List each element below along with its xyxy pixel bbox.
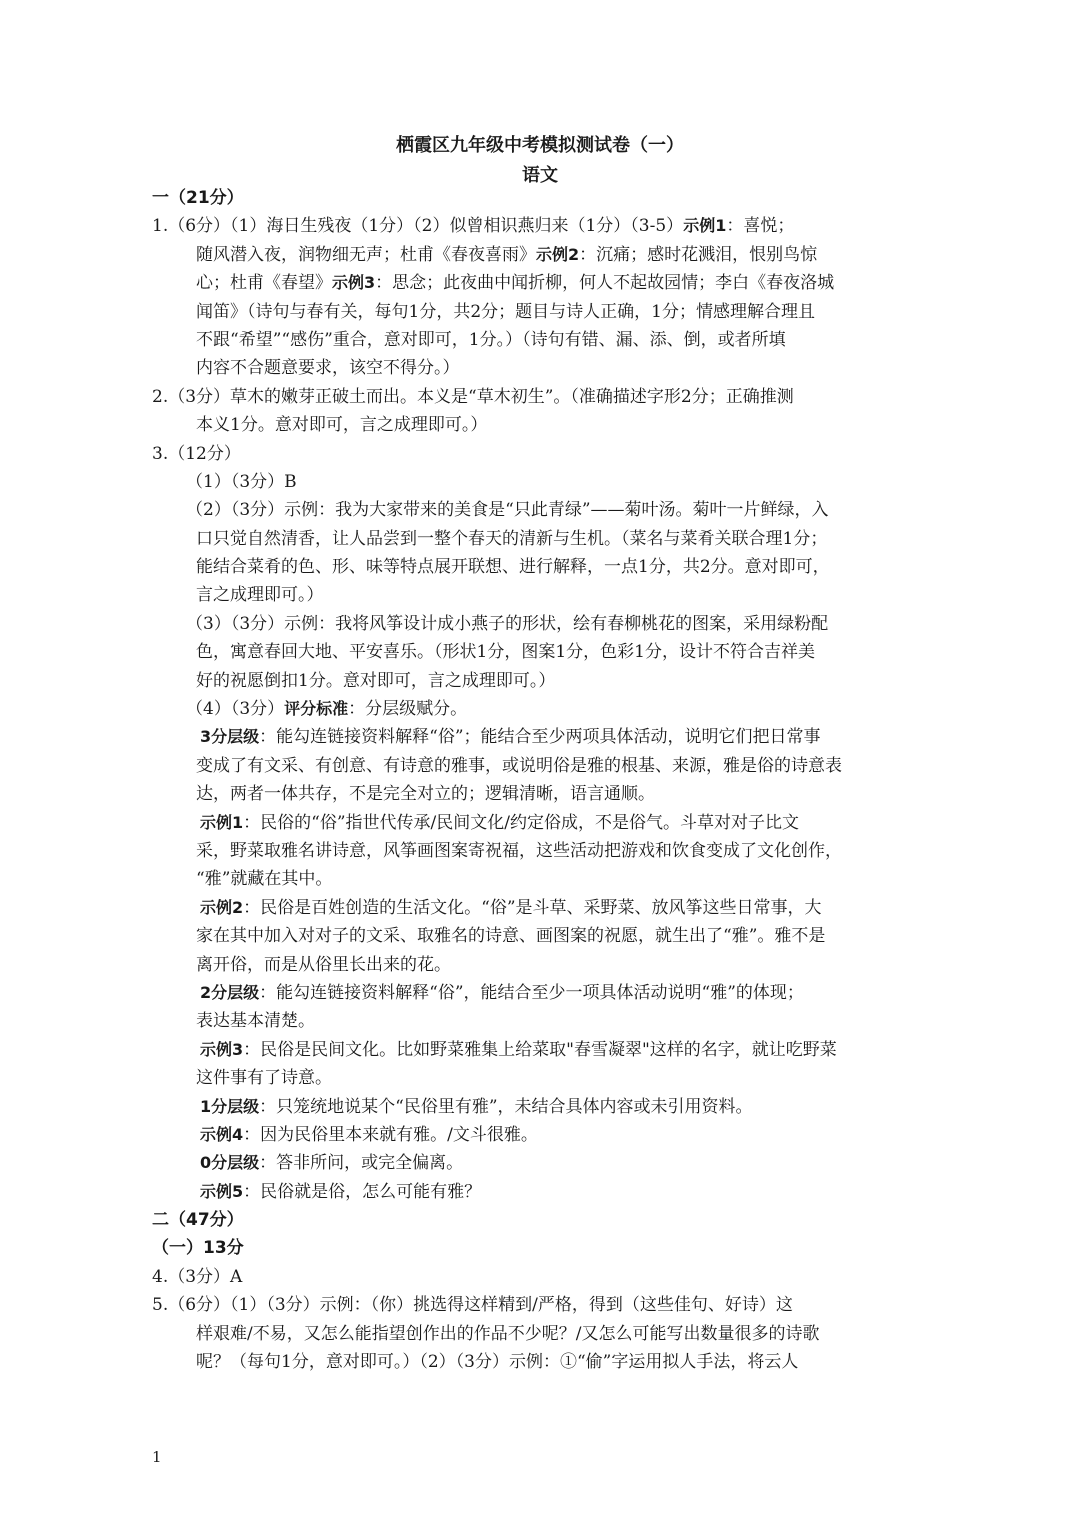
answer-line: 2分层级：能勾连链接资料解释“俗”，能结合至少一项具体活动说明“雅”的体现；	[200, 982, 804, 1003]
page-title: 栖霞区九年级中考模拟测试卷（一）	[396, 135, 684, 156]
answer-line: （2）（3分）示例：我为大家带来的美食是“只此青绿”——菊叶汤。菊叶一片鲜绿，入	[186, 500, 829, 521]
answer-line: 3.（12分）	[152, 443, 241, 464]
answer-line: “雅”就藏在其中。	[196, 869, 333, 890]
section-heading-1: 一（21分）	[152, 188, 244, 208]
section-heading-2: 二（47分）	[152, 1210, 244, 1231]
subsection-heading: （一）13分	[152, 1238, 244, 1259]
answer-line: 5.（6分）（1）（3分）示例：（你）挑选得这样精到/严格，得到（这些佳句、好诗）这	[152, 1295, 793, 1316]
answer-line: 示例2：民俗是百姓创造的生活文化。“俗”是斗草、采野菜、放风筝这些日常事，大	[200, 897, 822, 918]
answer-line: 示例3：民俗是民间文化。比如野菜雅集上给菜取"春雪凝翠"这样的名字，就让吃野菜	[200, 1039, 837, 1060]
answer-line: 这件事有了诗意。	[196, 1068, 332, 1089]
answer-line: （1）（3分）B	[186, 471, 297, 492]
answer-line: 达，两者一体共存，不是完全对立的；逻辑清晰，语言通顺。	[196, 784, 655, 805]
answer-line: 1分层级：只笼统地说某个“民俗里有雅”，未结合具体内容或未引用资料。	[200, 1096, 753, 1117]
answer-line: 家在其中加入对对子的文采、取雅名的诗意、画图案的祝愿，就生出了“雅”。雅不是	[196, 926, 826, 947]
answer-line: 闻笛》（诗句与春有关，每句1分，共2分；题目与诗人正确，1分；情感理解合理且	[196, 301, 815, 322]
answer-line: 1.（6分）（1）海日生残夜（1分）（2）似曾相识燕归来（1分）（3-5）示例1：喜悦；	[152, 216, 795, 237]
answer-line: 样艰难/不易，又怎么能指望创作出的作品不少呢？/又怎么可能写出数量很多的诗歌	[196, 1323, 820, 1344]
answer-line: 离开俗，而是从俗里长出来的花。	[196, 954, 451, 975]
answer-body	[152, 184, 932, 1376]
answer-line: 不跟“希望”“感伤”重合，意对即可，1分。）（诗句有错、漏、添、倒，或者所填	[196, 329, 786, 350]
answer-line: 表达基本清楚。	[196, 1011, 315, 1032]
answer-line: 4.（3分）A	[152, 1266, 243, 1287]
answer-line: 口只觉自然清香，让人品尝到一整个春天的清新与生机。（菜名与菜肴关联合理1分；	[196, 528, 828, 549]
answer-line: 示例5：民俗就是俗，怎么可能有雅？	[200, 1181, 482, 1202]
page-subtitle: 语文	[522, 165, 558, 186]
answer-line: 心；杜甫《春望》示例3：思念；此夜曲中闻折柳，何人不起故园情；李白《春夜洛城	[196, 273, 835, 294]
answer-line: 3分层级：能勾连链接资料解释“俗”；能结合至少两项具体活动，说明它们把日常事	[200, 727, 821, 748]
answer-line: 能结合菜肴的色、形、味等特点展开联想、进行解释，一点1分，共2分。意对即可，	[196, 557, 830, 578]
answer-line: 示例1：民俗的“俗”指世代传承/民间文化/约定俗成，不是俗气。斗草对对子比文	[200, 812, 799, 833]
answer-line: 采，野菜取雅名讲诗意，风筝画图案寄祝福，这些活动把游戏和饮食变成了文化创作，	[196, 840, 842, 861]
answer-line: 色，寓意春回大地、平安喜乐。（形状1分，图案1分，色彩1分，设计不符合吉祥美	[196, 642, 815, 663]
answer-line: 呢？（每句1分，意对即可。）（2）（3分）示例：①“偷”字运用拟人手法，将云人	[196, 1352, 799, 1373]
answer-line: （4）（3分）评分标准：分层级赋分。	[186, 699, 468, 720]
answer-line: 变成了有文采、有创意、有诗意的雅事，或说明俗是雅的根基、来源，雅是俗的诗意表	[196, 755, 842, 776]
answer-line: 示例4：因为民俗里本来就有雅。/文斗很雅。	[200, 1124, 538, 1145]
answer-line: 2.（3分）草木的嫩芽正破土而出。本义是“草木初生”。（准确描述字形2分；正确推测	[152, 386, 794, 407]
answer-line: 本义1分。意对即可，言之成理即可。）	[196, 415, 488, 436]
answer-line: （3）（3分）示例：我将风筝设计成小燕子的形状，绘有春柳桃花的图案，采用绿粉配	[186, 613, 829, 634]
page-number: 1	[152, 1448, 162, 1466]
answer-line: 0分层级：答非所问，或完全偏离。	[200, 1153, 464, 1174]
answer-line: 好的祝愿倒扣1分。意对即可，言之成理即可。）	[196, 670, 556, 691]
answer-line: 言之成理即可。）	[196, 585, 324, 606]
answer-line: 内容不合题意要求，该空不得分。）	[196, 358, 460, 379]
answer-line: 随风潜入夜，润物细无声；杜甫《春夜喜雨》示例2：沉痛；感时花溅泪，恨别鸟惊	[196, 244, 818, 265]
